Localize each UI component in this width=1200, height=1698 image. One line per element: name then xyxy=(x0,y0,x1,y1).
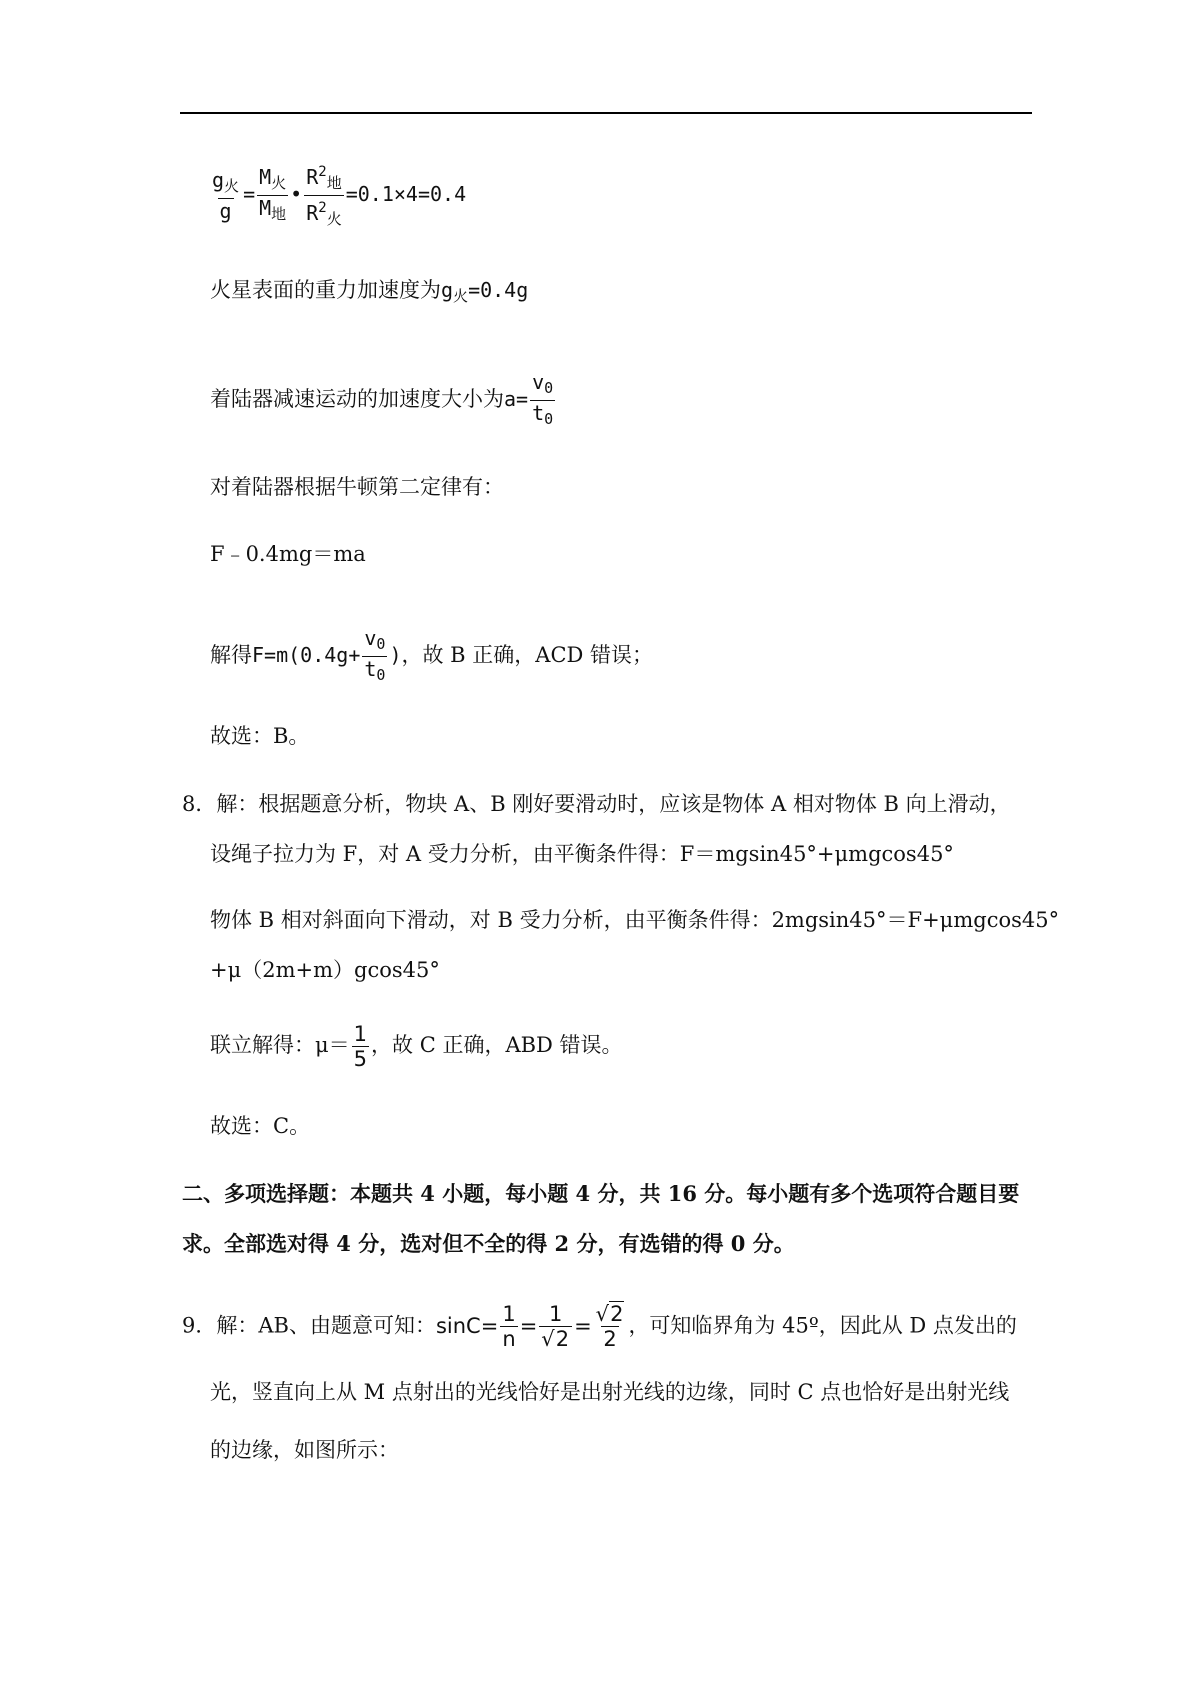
r-mars: R xyxy=(306,201,319,225)
f-tail: ) xyxy=(389,643,402,667)
sub-0: 0 xyxy=(376,635,386,653)
numerator: 1 xyxy=(548,1302,563,1326)
text: 故选：B。 xyxy=(210,724,310,748)
v: v xyxy=(364,626,377,650)
t: t xyxy=(532,401,545,425)
fraction-sqrt2-2 xyxy=(594,1302,627,1351)
fraction-radius-ratio xyxy=(304,160,344,231)
fraction-mass-ratio xyxy=(257,165,288,226)
text: 二、多项选择题：本题共 4 小题，每小题 4 分，共 16 分。每小题有多个选项符合题目要 xyxy=(182,1181,1020,1206)
prefix: 联立解得：μ＝ xyxy=(210,1033,350,1057)
line-equation-1 xyxy=(210,540,366,568)
prefix: 9．解：AB、由题意可知： xyxy=(182,1313,436,1338)
q8-line-2 xyxy=(210,840,954,868)
m-mars: M xyxy=(259,165,272,189)
r-earth: R xyxy=(306,165,319,189)
equals: = xyxy=(574,1313,592,1338)
sub-0: 0 xyxy=(376,666,386,684)
prefix: 解得 xyxy=(210,643,252,667)
radicand: 2 xyxy=(555,1327,570,1351)
q9-line-3 xyxy=(210,1436,399,1464)
text: F﹣0.4mg＝ma xyxy=(210,542,366,566)
f-head: F=m(0.4g+ xyxy=(252,643,361,667)
denominator: 2 xyxy=(603,1327,617,1351)
m-earth: M xyxy=(259,196,272,220)
denominator: n xyxy=(502,1327,516,1351)
text: 设绳子拉力为 F，对 A 受力分析，由平衡条件得：F＝mgsin45°+μmgcos45° xyxy=(210,842,954,866)
fraction-v0-t0 xyxy=(530,370,555,431)
q8-line-3 xyxy=(210,906,1059,934)
line-choose-b xyxy=(210,722,309,750)
section-2-heading-line-1 xyxy=(182,1180,1019,1208)
denominator: 5 xyxy=(353,1047,368,1071)
fraction-one-fifth xyxy=(352,1022,369,1071)
text: 求。全部选对得 4 分，选对但不全的得 2 分，有选错的得 0 分。 xyxy=(182,1231,795,1256)
q8-line-5 xyxy=(210,1022,623,1071)
g-mars: g xyxy=(212,168,225,192)
sinc: sinC= xyxy=(435,1313,499,1338)
text: 的边缘，如图所示： xyxy=(210,1438,399,1462)
fraction-1-n xyxy=(500,1302,517,1351)
suffix: ，可知临界角为 45º，因此从 D 点发出的 xyxy=(628,1313,1017,1338)
text: 8．解：根据题意分析，物块 A、B 刚好要滑动时，应该是物体 A 相对物体 B 向上滑动， xyxy=(182,792,1011,816)
suffix: ，故 B 正确，ACD 错误； xyxy=(401,643,654,667)
sup-2: 2 xyxy=(318,200,327,216)
text: 物体 B 相对斜面向下滑动，对 B 受力分析，由平衡条件得：2mgsin45°＝F+μmgcos45° xyxy=(210,908,1060,932)
text: +μ（2m+m）gcos45° xyxy=(210,958,440,982)
a-eq: a= xyxy=(504,387,529,411)
q9-line-1 xyxy=(182,1302,1017,1351)
sub-earth: 地 xyxy=(326,174,342,192)
sub-0: 0 xyxy=(544,410,554,428)
q9-line-2 xyxy=(210,1378,1009,1406)
section-2-heading-line-2 xyxy=(182,1230,795,1258)
text: 火星表面的重力加速度为 xyxy=(210,278,441,302)
header-rule xyxy=(180,112,1032,114)
formula-gravity-ratio xyxy=(208,160,466,231)
numerator: 1 xyxy=(502,1302,516,1326)
sup-2: 2 xyxy=(318,164,327,180)
line-mars-gravity xyxy=(210,276,528,310)
sub-0: 0 xyxy=(544,379,554,397)
formula-tail: =0.4g xyxy=(468,278,529,302)
equals: = xyxy=(243,182,256,206)
sub-mars: 火 xyxy=(271,174,287,192)
radicand: 2 xyxy=(610,1302,624,1326)
text: 对着陆器根据牛顿第二定律有： xyxy=(210,475,504,499)
q8-line-4 xyxy=(210,956,440,984)
line-deceleration xyxy=(210,370,557,431)
sub-mars: 火 xyxy=(326,210,342,228)
multiply-dot: • xyxy=(290,182,303,206)
suffix: ，故 C 正确，ABD 错误。 xyxy=(371,1033,623,1057)
v: v xyxy=(532,370,545,394)
q8-line-1 xyxy=(182,790,1011,818)
sqrt-icon: √ xyxy=(595,1302,610,1326)
q8-line-6 xyxy=(210,1112,310,1140)
sub-mars: 火 xyxy=(453,287,469,305)
fraction-1-sqrt2 xyxy=(539,1302,572,1351)
sub-earth: 地 xyxy=(271,205,287,223)
text: 着陆器减速运动的加速度大小为 xyxy=(210,387,504,411)
numerator: 1 xyxy=(353,1022,368,1046)
text: 光，竖直向上从 M 点射出的光线恰好是出射光线的边缘，同时 C 点也恰好是出射光线 xyxy=(210,1380,1010,1404)
line-newton xyxy=(210,473,504,501)
sub-mars: 火 xyxy=(224,177,240,195)
ratio-result: =0.1×4=0.4 xyxy=(345,182,467,206)
g-symbol: g xyxy=(441,278,454,302)
text: 故选：C。 xyxy=(210,1114,311,1138)
fraction-v0-t0 xyxy=(362,626,387,687)
sqrt-icon: √ xyxy=(541,1327,555,1351)
fraction-g-ratio xyxy=(210,168,241,223)
equals: = xyxy=(519,1313,538,1338)
line-solve-f xyxy=(210,626,653,687)
g-symbol: g xyxy=(219,199,232,223)
t: t xyxy=(364,657,377,681)
